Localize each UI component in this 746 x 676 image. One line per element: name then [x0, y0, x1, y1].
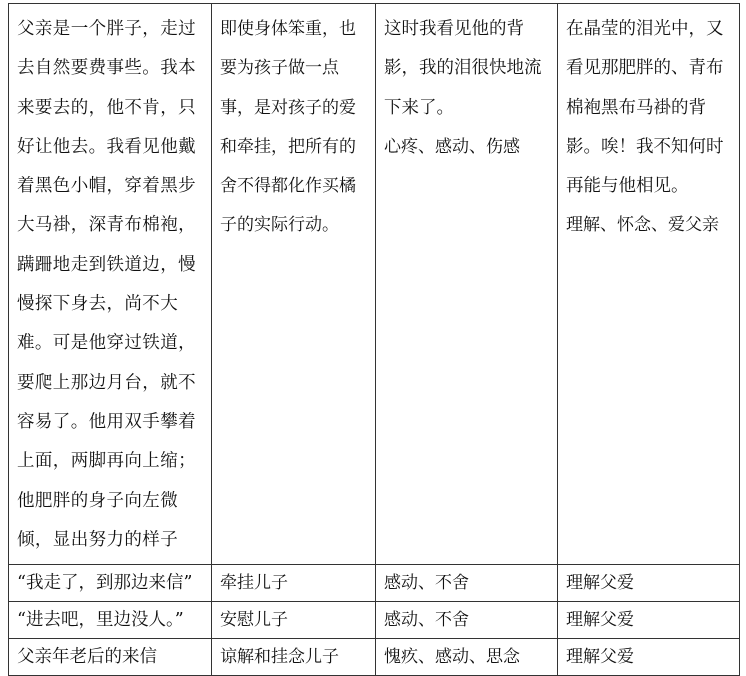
table-cell	[558, 639, 740, 676]
analysis-text: 即使身体笨重，也要为孩子做一点事，是对孩子的爱和牵挂，把所有的舍不得都化作买橘子的实际行动。	[220, 19, 356, 236]
table-cell	[212, 602, 376, 639]
content-table	[8, 3, 740, 676]
quote-text: 父亲年老后的来信	[17, 647, 157, 668]
table-row	[9, 565, 740, 602]
table-cell	[376, 602, 558, 639]
emotion-text: 愧疚、感动、思念	[384, 647, 520, 668]
table-row	[9, 4, 740, 565]
analysis-text: 谅解和挂念儿子	[220, 647, 339, 668]
passage-text: 父亲是一个胖子，走过去自然要费事些。我本来要去的，他不肯，只好让他去。我看见他戴着黑色小帽，穿着黑步大马褂，深青布棉袍，蹒跚地走到铁道边，慢慢探下身去，尚不大难。可是他穿过铁道，要爬上那边月台，就不容易了。他用双手攀着上面，两脚再向上缩；他肥胖的身子向左微倾，显出努力的样子	[17, 19, 196, 550]
table-cell	[376, 4, 558, 565]
passage-text: 在晶莹的泪光中，又看见那肥胖的、青布棉袍黑布马褂的背影。唉！我不知何时再能与他相见。	[566, 19, 724, 197]
quote-text: “我走了，到那边来信”	[17, 573, 193, 594]
emotion-text: 理解父爱	[566, 610, 634, 631]
table-cell	[558, 565, 740, 602]
table-cell	[558, 602, 740, 639]
table-cell	[9, 639, 212, 676]
emotion-text: 理解、怀念、爱父亲	[566, 215, 719, 236]
table-cell	[9, 565, 212, 602]
emotion-text: 理解父爱	[566, 573, 634, 594]
quote-text: “进去吧，里边没人。”	[17, 610, 184, 631]
analysis-text: 安慰儿子	[220, 610, 288, 631]
table-row	[9, 639, 740, 676]
passage-text: 这时我看见他的背影，我的泪很快地流下来了。	[384, 19, 542, 118]
table-cell	[212, 4, 376, 565]
emotion-text: 理解父爱	[566, 647, 634, 668]
table-cell	[558, 4, 740, 565]
emotion-text: 心疼、感动、伤感	[384, 136, 520, 157]
table-cell	[376, 639, 558, 676]
emotion-text: 感动、不舍	[384, 573, 469, 594]
analysis-text: 牵挂儿子	[220, 573, 288, 594]
table-cell	[376, 565, 558, 602]
table-cell	[212, 639, 376, 676]
emotion-text: 感动、不舍	[384, 610, 469, 631]
table-cell	[212, 565, 376, 602]
table-row	[9, 602, 740, 639]
table-cell	[9, 602, 212, 639]
table-cell	[9, 4, 212, 565]
